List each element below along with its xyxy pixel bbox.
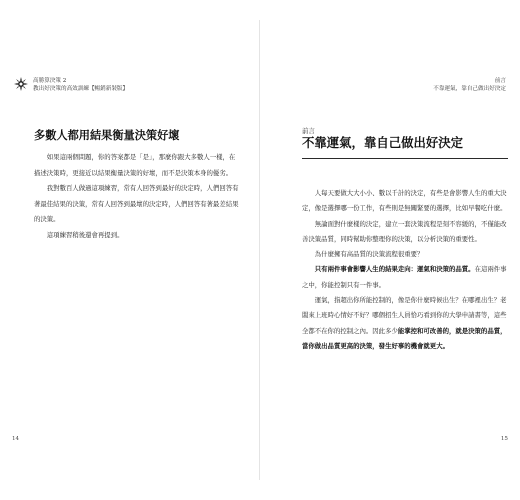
paragraph: 如果這兩個問題，你的答案都是「是」，那麼你跟大多數人一樣，在描述決策時，更接近以結果衡量決策的好壞，而不是決策本身的優劣。	[34, 153, 236, 177]
chapter-title: 不靠運氣，靠自己做出好決定	[302, 135, 464, 150]
title-underline	[302, 158, 508, 159]
body-text-right	[302, 186, 512, 354]
gutter-divider	[259, 20, 260, 480]
paragraph: 我對數百人做過這項練習，常有人回答到最好的決定時，人們回答有著最佳結果的決策，常有人回答到最壞的決定時，人們回答有著最差結果的決策。	[34, 184, 239, 224]
paragraph: 人每天要做大大小小、數以千計的決定，有些是會影響人生的重大決定，像是選擇哪一份工作，有些則是無關緊要的選擇，比如早餐吃什麼。	[302, 189, 507, 213]
paragraph-text: 運氣，指超出你所能控制的，像是你什麼時候出生？在哪裡出生？老闆來上班時心情好不好？哪個招生人員恰巧看到你的大學申請書等，這些全都不在你的控制之內。因此多少	[302, 296, 507, 335]
body-text-left	[34, 150, 240, 244]
bold-emphasis: 只有兩件事會影響人生的結果走向：運氣和決策的品質。	[314, 265, 475, 274]
paragraph: 這項練習稍後還會再提到。	[46, 230, 124, 239]
right-page	[262, 0, 520, 500]
running-header-right	[433, 77, 506, 93]
header-chapter-label: 前言	[494, 78, 506, 84]
book-subtitle: 教出好決策的高效訓練【暢銷新裝版】	[33, 86, 129, 92]
running-header-left	[14, 77, 128, 93]
left-page	[0, 0, 258, 500]
paragraph: 為什麼擁有高品質的決策流程很重要？	[314, 250, 424, 259]
bold-emphasis: 能掌控和可改善的，就是決策的品質，當你做出品質更高的決策，發生好事的機會就更大。	[302, 326, 507, 350]
page-number: 14	[12, 436, 20, 442]
book-series-title: 高勝算決策 2	[33, 78, 67, 84]
header-chapter-title: 不靠運氣，靠自己做出好決定	[433, 86, 506, 92]
chapter-label: 前言	[302, 127, 315, 135]
page-number: 15	[500, 436, 508, 442]
paragraph: 無論面對什麼樣的決定，建立一套決策流程是刻不容緩的，不僅能改善決策品質，同時幫助你整理你的決策，以分析決策的重要性。	[302, 219, 507, 243]
section-heading: 多數人都用結果衡量決策好壞	[34, 129, 180, 142]
paragraph-text: 在這兩件事之中，你能控制只有一件事。	[302, 265, 507, 289]
paragraph	[302, 293, 512, 354]
header-title-block	[33, 77, 128, 93]
paragraph	[302, 262, 512, 293]
sunburst-logo-icon	[14, 77, 28, 91]
